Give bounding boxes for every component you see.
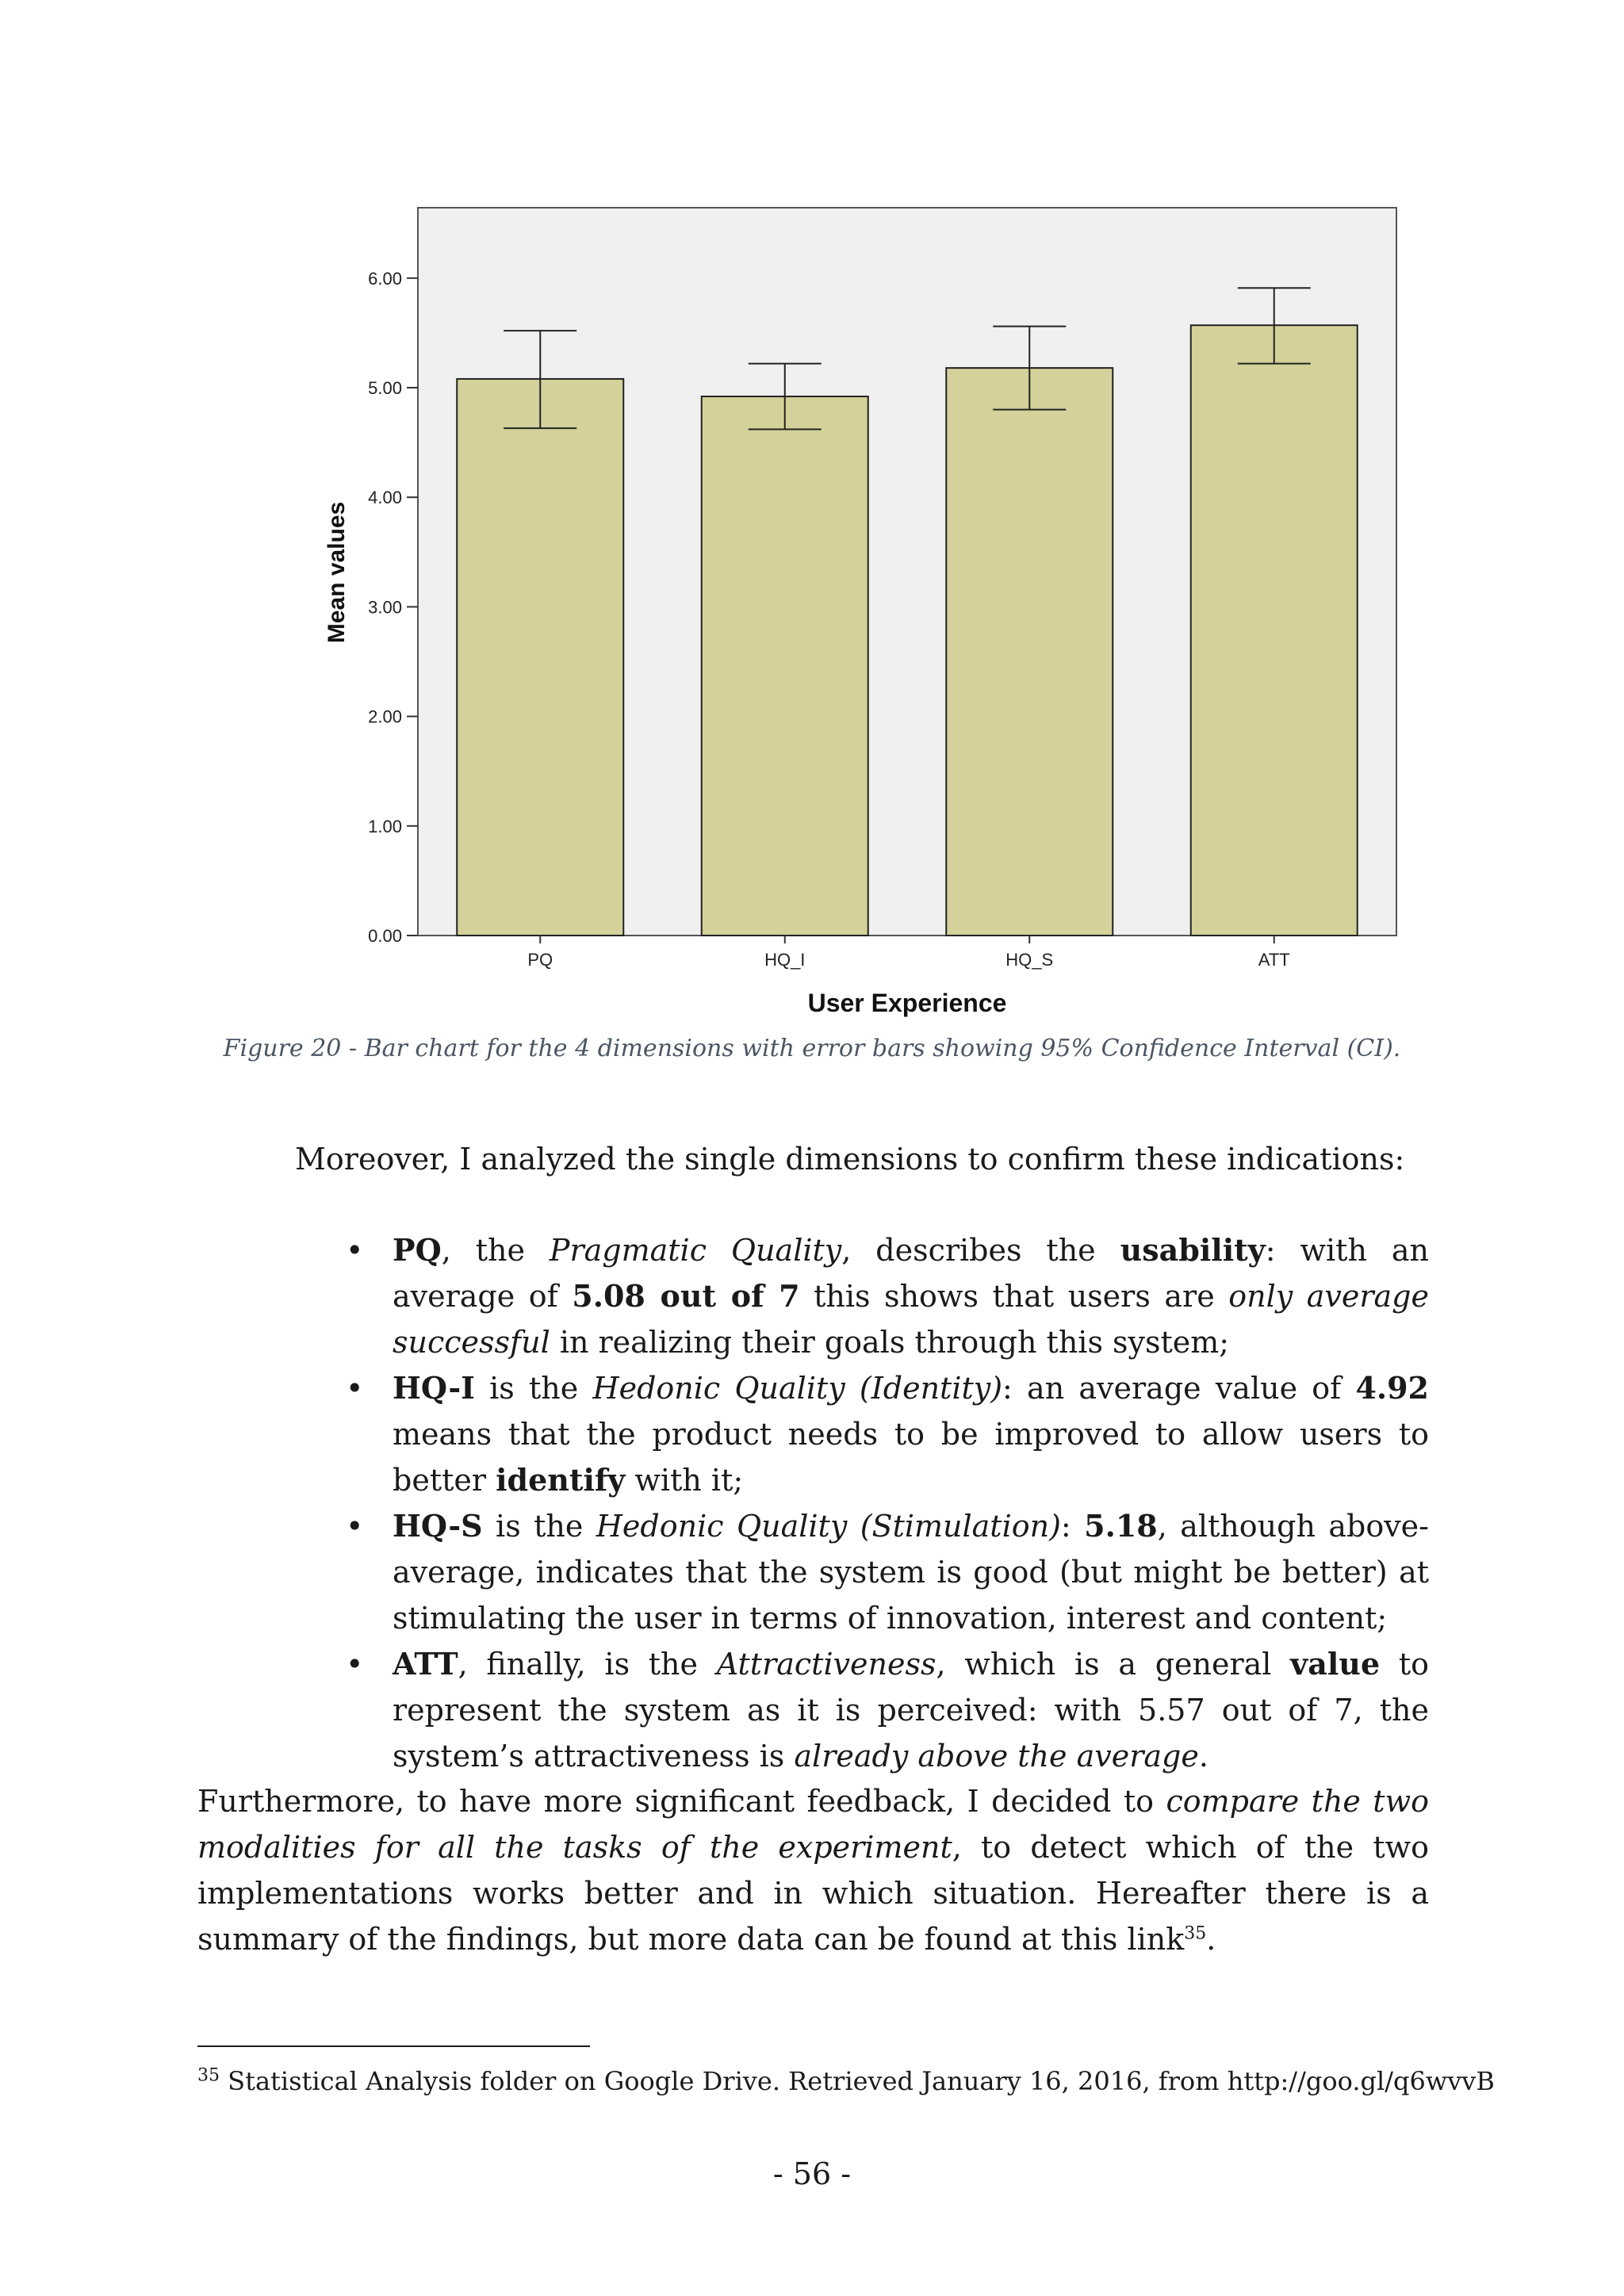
x-tick-label: HQ_S	[1005, 950, 1054, 970]
y-axis	[368, 269, 418, 946]
y-tick-label: 1.00	[368, 816, 402, 836]
y-axis-label: Mean values	[324, 501, 350, 644]
bullet-icon: •	[346, 1647, 364, 1682]
footnote-ref: 35	[1184, 1923, 1207, 1944]
y-tick-label: 3.00	[368, 597, 402, 618]
footnote-text: Statistical Analysis folder on Google Drive. Retrieved January 16, 2016, from http://goo.gl/q6wvvB	[220, 2066, 1495, 2096]
bar-hq-s	[946, 368, 1113, 936]
list-item-pq: • PQ, the Pragmatic Quality, describes the usability: with an average of 5.08 out of 7 this shows that users are only average successful in realizing their goals through this system;	[341, 1227, 1429, 1365]
dimension-name: Hedonic Quality (Identity)	[592, 1371, 1003, 1406]
dimension-name: Attractiveness	[716, 1647, 936, 1682]
y-tick-label: 4.00	[368, 488, 402, 508]
x-tick-label: HQ_I	[764, 950, 806, 970]
term: PQ	[393, 1232, 442, 1268]
dimension-name: Pragmatic Quality	[549, 1233, 842, 1268]
footnote-number: 35	[197, 2065, 220, 2086]
bullet-icon: •	[346, 1371, 364, 1406]
x-tick-label: ATT	[1258, 950, 1290, 970]
bar-att	[1191, 325, 1358, 936]
y-tick-label: 2.00	[368, 706, 402, 727]
dimension-name: Hedonic Quality (Stimulation)	[596, 1509, 1061, 1544]
bar-pq	[457, 379, 623, 936]
footnote	[197, 2063, 1495, 2099]
term: HQ-S	[393, 1508, 483, 1544]
page-number: - 56 -	[772, 2156, 852, 2191]
term: ATT	[393, 1646, 458, 1682]
y-tick-label: 5.00	[368, 378, 402, 398]
x-axis-label: User Experience	[807, 989, 1007, 1017]
dimension-list	[341, 1227, 1429, 1779]
furthermore-paragraph: Furthermore, to have more significant feedback, I decided to compare the two modalities for all the tasks of the experiment, to detect which of the two implementations works better and in which situation. Hereafter there is a summary of the findings, but more data can be found at this link$^{35}$.	[197, 1784, 1429, 1957]
x-axis	[527, 936, 1289, 970]
x-tick-label: PQ	[527, 950, 553, 970]
bullet-icon: •	[346, 1233, 364, 1268]
y-tick-label: 0.00	[368, 926, 402, 946]
list-item-att: • ATT, finally, is the Attractiveness, which is a general value to represent the system as it is perceived: with 5.57 out of 7, the system’s attractiveness is already above the average.	[341, 1641, 1429, 1779]
figure-caption: Figure 20 - Bar chart for the 4 dimensions with error bars showing 95% Confidence Interval (CI).	[223, 1035, 1401, 1062]
term: HQ-I	[393, 1370, 475, 1406]
y-tick-label: 6.00	[368, 268, 402, 289]
list-item-hq-s: • HQ-S is the Hedonic Quality (Stimulation): 5.18, although above-average, indicates that the system is good (but might be better) at stimulating the user in terms of innovation, interest and content;	[341, 1503, 1429, 1641]
intro-paragraph: Moreover, I analyzed the single dimensions to confirm these indications:	[295, 1142, 1405, 1177]
list-item-hq-i: • HQ-I is the Hedonic Quality (Identity): an average value of 4.92 means that the product needs to be improved to allow users to better identify with it;	[341, 1365, 1429, 1503]
bar-chart	[309, 190, 1419, 1031]
footnote-divider	[197, 2045, 590, 2047]
bullet-icon: •	[346, 1509, 364, 1544]
bar-hq-i	[702, 396, 868, 936]
